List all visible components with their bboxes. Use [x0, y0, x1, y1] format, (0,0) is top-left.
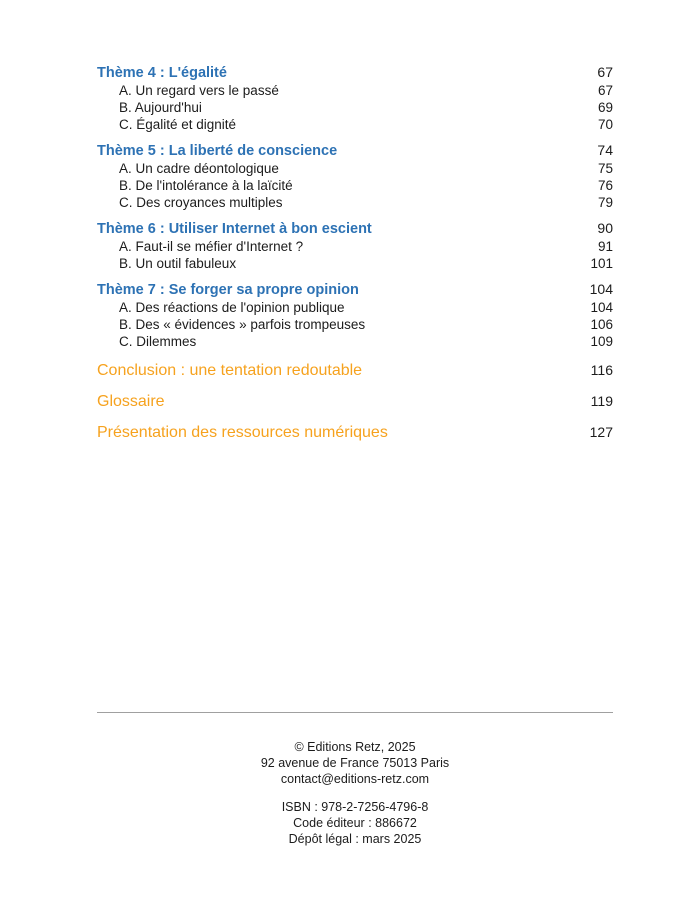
- toc-page-number: 101: [590, 256, 613, 271]
- table-of-contents: [97, 63, 613, 453]
- toc-page-number: 127: [589, 424, 613, 440]
- toc-theme-row: [97, 280, 613, 299]
- toc-theme-row: [97, 63, 613, 82]
- toc-entry-row: [97, 99, 613, 116]
- toc-extra-label: Présentation des ressources numériques: [97, 424, 388, 441]
- toc-extras: [97, 360, 613, 443]
- toc-entry-label: A. Un cadre déontologique: [119, 161, 279, 176]
- toc-section-theme-6: [97, 219, 613, 272]
- toc-entry-row: [97, 238, 613, 255]
- toc-entry-label: B. De l'intolérance à la laïcité: [119, 178, 293, 193]
- toc-entry-label: B. Un outil fabuleux: [119, 256, 237, 271]
- publisher-block: [97, 739, 613, 787]
- toc-entry-label: C. Égalité et dignité: [119, 117, 237, 132]
- toc-page-number: 90: [597, 220, 613, 236]
- toc-entry-row: [97, 160, 613, 177]
- toc-entry-row: [97, 299, 613, 316]
- toc-section-theme-4: [97, 63, 613, 133]
- toc-page-number: 104: [589, 281, 613, 297]
- toc-entry-row: [97, 255, 613, 272]
- toc-extra-label: Glossaire: [97, 393, 165, 410]
- toc-entry-label: A. Faut-il se méfier d'Internet ?: [119, 239, 304, 254]
- toc-theme-row: [97, 141, 613, 160]
- toc-entry-row: [97, 177, 613, 194]
- isbn-line: ISBN : 978-2-7256-4796-8: [281, 800, 429, 814]
- publisher-address: 92 avenue de France 75013 Paris: [260, 756, 450, 770]
- toc-entry-label: A. Des réactions de l'opinion publique: [119, 300, 345, 315]
- toc-entry-row: [97, 82, 613, 99]
- toc-theme-title: Thème 5 : La liberté de conscience: [97, 143, 338, 159]
- toc-section-theme-7: [97, 280, 613, 350]
- toc-page-number: 119: [590, 393, 613, 409]
- toc-entry-label: A. Un regard vers le passé: [119, 83, 279, 98]
- toc-theme-row: [97, 219, 613, 238]
- toc-entry-label: C. Des croyances multiples: [119, 195, 283, 210]
- toc-page-number: 116: [590, 362, 613, 378]
- toc-page-number: 104: [590, 300, 613, 315]
- contact-email: contact@editions-retz.com: [280, 772, 430, 786]
- footer-divider: [97, 712, 613, 713]
- toc-entry-label: C. Dilemmes: [119, 334, 197, 349]
- toc-entry-row: [97, 116, 613, 133]
- legal-block: [97, 799, 613, 847]
- toc-page-number: 76: [597, 178, 613, 193]
- toc-page-number: 75: [597, 161, 613, 176]
- toc-page-number: 79: [597, 195, 613, 210]
- toc-entry-label: B. Aujourd'hui: [119, 100, 202, 115]
- toc-entry-row: [97, 333, 613, 350]
- toc-conclusion-row: [97, 360, 613, 381]
- toc-page-number: 109: [590, 334, 613, 349]
- toc-entry-row: [97, 194, 613, 211]
- legal-deposit-line: Dépôt légal : mars 2025: [288, 832, 422, 846]
- toc-entry-row: [97, 316, 613, 333]
- copyright-line: © Editions Retz, 2025: [294, 740, 416, 754]
- toc-page-number: 67: [597, 64, 613, 80]
- toc-theme-title: Thème 4 : L'égalité: [97, 65, 227, 81]
- toc-theme-title: Thème 6 : Utiliser Internet à bon escient: [97, 221, 372, 237]
- toc-theme-title: Thème 7 : Se forger sa propre opinion: [97, 282, 359, 298]
- toc-extra-label: Conclusion : une tentation redoutable: [97, 362, 363, 379]
- toc-resources-row: [97, 422, 613, 443]
- toc-glossary-row: [97, 391, 613, 412]
- toc-page-number: 70: [597, 117, 613, 132]
- toc-page-number: 74: [597, 142, 613, 158]
- publisher-code-line: Code éditeur : 886672: [293, 816, 417, 830]
- toc-page-number: 67: [597, 83, 613, 98]
- toc-page-number: 106: [590, 317, 613, 332]
- toc-entry-label: B. Des « évidences » parfois trompeuses: [119, 317, 366, 332]
- imprint-footer: [97, 712, 613, 847]
- toc-page-number: 91: [597, 239, 613, 254]
- toc-section-theme-5: [97, 141, 613, 211]
- toc-page-number: 69: [597, 100, 613, 115]
